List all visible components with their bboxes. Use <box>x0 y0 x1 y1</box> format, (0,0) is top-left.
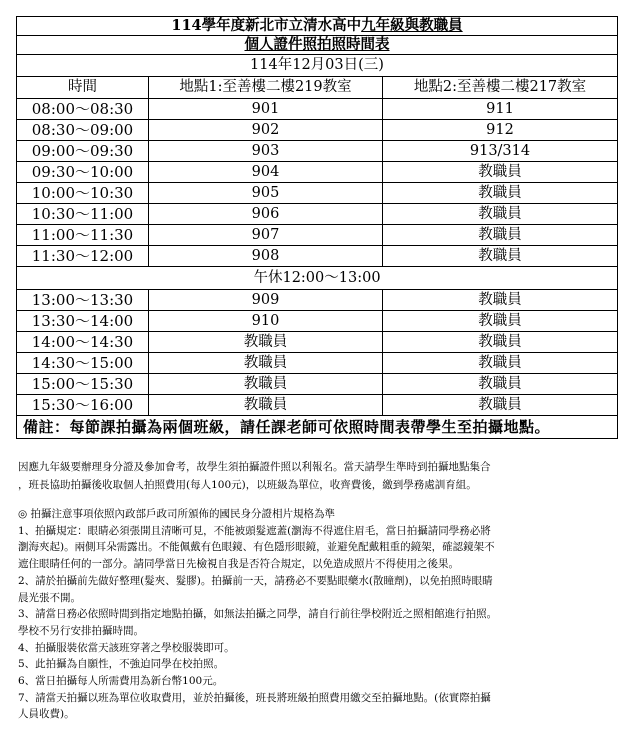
table-row <box>17 162 618 183</box>
footer-note: 備註：每節課拍攝為兩個班級，請任課老師可依照時間表帶學生至拍攝地點。 <box>17 416 618 439</box>
location-2-cell: 教職員 <box>383 246 618 267</box>
note-line: 5、此拍攝為自願性，不強迫同學在校拍照。 <box>18 658 225 671</box>
location-1-cell: 908 <box>149 246 383 267</box>
column-header-time: 時間 <box>17 77 149 99</box>
note-line: 3、請當日務必依照時間到指定地點拍攝，如無法拍攝之同學，請自行前往學校附近之照相館進行拍照。 <box>18 608 498 621</box>
location-1-cell: 910 <box>149 311 383 332</box>
table-row <box>17 204 618 225</box>
location-1-cell: 909 <box>149 290 383 311</box>
time-cell: 10:30～11:00 <box>17 204 149 225</box>
location-1-cell: 902 <box>149 120 383 141</box>
note-line: 瀏海夾起)。兩側耳朵需露出。不能佩戴有色眼鏡、有色隱形眼鏡，並避免配戴粗重的鏡架，確認鏡架不 <box>18 541 495 554</box>
notes-header: ◎ 拍攝注意事項依照內政部戶政司所頒佈的國民身分證相片規格為準 <box>18 508 335 520</box>
note-line: 1、拍攝規定：眼睛必須張開且清晰可見，不能被頭髮遮蓋(瀏海不得遮住眉毛，當日拍攝請同學務必將 <box>18 524 491 537</box>
note-line: 人員收費)。 <box>18 708 75 721</box>
table-row <box>17 246 618 267</box>
time-cell: 11:00～11:30 <box>17 225 149 246</box>
header-row <box>17 77 618 99</box>
title-row-1 <box>17 17 618 36</box>
location-1-cell: 901 <box>149 99 383 120</box>
location-2-cell: 教職員 <box>383 225 618 246</box>
note-line: 4、拍攝服裝依當天該班穿著之學校服裝即可。 <box>18 641 235 654</box>
note-line: 6、當日拍攝每人所需費用為新台幣100元。 <box>18 675 224 688</box>
table-row <box>17 374 618 395</box>
location-2-cell: 913/314 <box>383 141 618 162</box>
lunch-row <box>17 267 618 290</box>
table-row <box>17 353 618 374</box>
location-2-cell: 教職員 <box>383 332 618 353</box>
date-row <box>17 55 618 77</box>
time-cell: 08:00～08:30 <box>17 99 149 120</box>
table-row <box>17 99 618 120</box>
schedule-date: 114年12月03日(三) <box>17 55 618 77</box>
time-cell: 13:00～13:30 <box>17 290 149 311</box>
column-header-location-1: 地點1:至善樓二樓219教室 <box>149 77 383 99</box>
time-cell: 09:00～09:30 <box>17 141 149 162</box>
intro-line: 因應九年級要辦理身分證及參加會考，故學生須拍攝證件照以利報名。當天請學生準時到拍攝地點集合 <box>18 461 491 473</box>
location-2-cell: 912 <box>383 120 618 141</box>
time-cell: 15:30～16:00 <box>17 395 149 416</box>
note-line: 晨光張不開。 <box>18 591 81 604</box>
time-cell: 10:00～10:30 <box>17 183 149 204</box>
notes-section <box>18 506 614 723</box>
time-cell: 14:30～15:00 <box>17 353 149 374</box>
table-row <box>17 183 618 204</box>
table-row <box>17 290 618 311</box>
table-row <box>17 311 618 332</box>
time-cell: 08:30～09:00 <box>17 120 149 141</box>
location-2-cell: 教職員 <box>383 395 618 416</box>
location-2-cell: 教職員 <box>383 162 618 183</box>
location-1-cell: 903 <box>149 141 383 162</box>
column-header-location-2: 地點2:至善樓二樓217教室 <box>383 77 618 99</box>
table-row <box>17 332 618 353</box>
location-2-cell: 911 <box>383 99 618 120</box>
time-cell: 13:30～14:00 <box>17 311 149 332</box>
note-line: 2、請於拍攝前先做好整理(髮夾、髮膠)。拍攝前一天，請務必不要點眼藥水(散瞳劑)，以免拍照時眼睛 <box>18 574 493 587</box>
time-cell: 09:30～10:00 <box>17 162 149 183</box>
table-row <box>17 141 618 162</box>
title-row-2 <box>17 36 618 55</box>
note-line: 學校不另行安排拍攝時間。 <box>18 624 144 637</box>
location-1-cell: 教職員 <box>149 332 383 353</box>
table-subtitle: 個人證件照拍照時間表 <box>17 36 618 55</box>
lunch-break: 午休12:00～13:00 <box>17 267 618 290</box>
location-2-cell: 教職員 <box>383 290 618 311</box>
location-2-cell: 教職員 <box>383 374 618 395</box>
location-1-cell: 教職員 <box>149 374 383 395</box>
location-2-cell: 教職員 <box>383 204 618 225</box>
table-row <box>17 225 618 246</box>
table-row <box>17 395 618 416</box>
location-2-cell: 教職員 <box>383 311 618 332</box>
location-1-cell: 907 <box>149 225 383 246</box>
schedule-table <box>16 16 618 439</box>
note-line: 遮住眼睛任何的一部分。請同學當日先檢視自我是否符合規定，以免造成照片不得使用之後果。 <box>18 558 459 571</box>
location-1-cell: 904 <box>149 162 383 183</box>
table-row <box>17 120 618 141</box>
table-title: 114學年度新北市立清水高中九年級與教職員 <box>17 17 618 36</box>
intro-line: ，班長協助拍攝後收取個人拍照費用(每人100元)，以班級為單位，收齊費後，繳到學務處訓育組。 <box>18 479 477 491</box>
note-row <box>17 416 618 439</box>
location-2-cell: 教職員 <box>383 353 618 374</box>
note-line: 7、請當天拍攝以班為單位收取費用，並於拍攝後，班長將班級拍照費用繳交至拍攝地點。(依實際拍攝 <box>18 691 491 704</box>
location-1-cell: 906 <box>149 204 383 225</box>
location-2-cell: 教職員 <box>383 183 618 204</box>
time-cell: 14:00～14:30 <box>17 332 149 353</box>
time-cell: 11:30～12:00 <box>17 246 149 267</box>
time-cell: 15:00～15:30 <box>17 374 149 395</box>
location-1-cell: 905 <box>149 183 383 204</box>
location-1-cell: 教職員 <box>149 395 383 416</box>
intro-paragraph <box>18 458 608 494</box>
location-1-cell: 教職員 <box>149 353 383 374</box>
